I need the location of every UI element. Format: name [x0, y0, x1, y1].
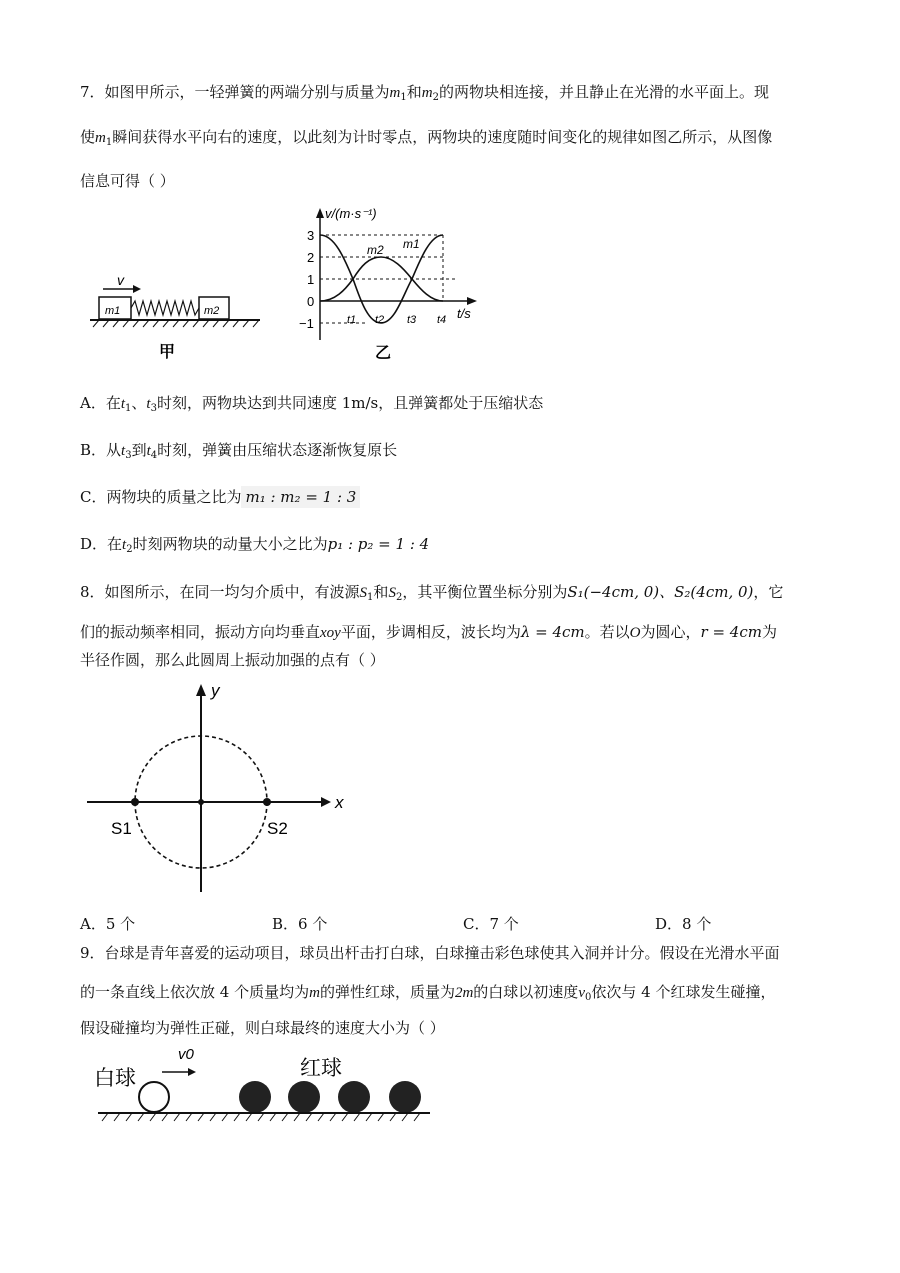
- xtick-t1: t1: [347, 314, 357, 326]
- q8-text: 为圆心，: [640, 623, 701, 641]
- q8-option-b: B．6 个: [272, 915, 328, 933]
- y-axis-label: v/(m·s⁻¹): [325, 206, 377, 221]
- x-axis-label: x: [335, 793, 344, 812]
- y-arrow-icon: [316, 208, 324, 218]
- block-m1-label: m1: [105, 305, 121, 317]
- q8-text: ，其平衡位置坐标分别为: [402, 583, 568, 601]
- q9-mass: m: [309, 985, 320, 1001]
- q9-text: 依次与 4 个红球发生碰撞，: [591, 983, 776, 1001]
- figure-jia-spring: [85, 265, 270, 365]
- option-d-formula: p₁ : p₂ = 1 : 4: [327, 535, 430, 553]
- q8-coords: S₁(−4cm, 0)、S₂(4cm, 0): [567, 583, 754, 601]
- q8-text: 。若以: [584, 623, 630, 641]
- q7-line-1: 7．如图甲所示，一轻弹簧的两端分别与质量为$m_1$和$m_2$的两物块相连接，并且静止在光滑的水平面上。现: [80, 83, 770, 103]
- q9-text: 的白球以初速度: [473, 983, 579, 1001]
- q7-text: 7．如图甲所示，一轻弹簧的两端分别与质量为: [80, 83, 390, 101]
- s2-label: S2: [267, 819, 288, 838]
- xtick-t3: t3: [407, 314, 417, 326]
- x-arrow-icon: [321, 797, 331, 807]
- xtick-t4: t4: [437, 314, 447, 326]
- q7-option-c: [80, 487, 360, 507]
- option-a-text: A．在: [80, 394, 121, 412]
- red-ball-1: [239, 1081, 271, 1113]
- q9-text: 的弹性红球，质量为: [319, 983, 455, 1001]
- block-m2-label: m2: [204, 305, 220, 317]
- source-s1-dot: [131, 798, 139, 806]
- figure-q8-circle: [85, 678, 355, 898]
- q8-option-a: A．5 个: [80, 915, 136, 933]
- option-d-text: D．在: [80, 535, 123, 553]
- ytick-1: 1: [307, 272, 315, 287]
- option-c-formula: m₁ : m₂ = 1 : 3: [241, 486, 360, 508]
- option-b-text: 到: [131, 441, 147, 459]
- option-b-text: B．从: [80, 441, 122, 459]
- q8-origin: O: [629, 625, 641, 641]
- figure-yi-velocity-graph: [295, 200, 485, 365]
- white-ball: [139, 1082, 169, 1112]
- s1-label: S1: [111, 819, 132, 838]
- q7-option-d: D．在$t_2$时刻两物块的动量大小之比为p₁ : p₂ = 1 : 4: [80, 535, 430, 555]
- ytick-3: 3: [307, 228, 315, 243]
- q9-mass: 2m: [454, 985, 474, 1001]
- q8-option-c: C．7 个: [463, 915, 519, 933]
- q7-text: 的两物块相连接，并且静止在光滑的水平面上。现: [439, 83, 770, 101]
- q8-line-3: 半径作圆，那么此圆周上振动加强的点有（ ）: [80, 651, 385, 669]
- q9-line-1: 9．台球是青年喜爱的运动项目，球员出杆击打白球，白球撞击彩色球使其入洞并计分。假设在光滑水平面: [80, 944, 780, 962]
- option-d-text: 时刻两物块的动量大小之比为: [132, 535, 328, 553]
- v0-label: v0: [178, 1046, 194, 1063]
- q7-text: 瞬间获得水平向右的速度，以此刻为计时零点，两物块的速度随时间变化的规律如图乙所示，从图像: [112, 128, 773, 146]
- q9-line-2: 的一条直线上依次放 4 个质量均为m的弹性红球，质量为2m的白球以初速度$v_0$依次与 4 个红球发生碰撞，: [80, 983, 776, 1003]
- q8-line-1: 8．如图所示，在同一均匀介质中，有波源$S_1$和$S_2$，其平衡位置坐标分别为S₁(−4cm, 0)、S₂(4cm, 0)，它: [80, 583, 784, 603]
- q8-text: 8．如图所示，在同一均匀介质中，有波源: [80, 583, 360, 601]
- red-ball-label: 红球: [300, 1057, 342, 1080]
- q7-text: 和: [406, 83, 422, 101]
- figure-q9-billiards: [92, 1045, 437, 1125]
- origin-dot: [198, 799, 204, 805]
- option-a-text: 、: [131, 394, 147, 412]
- q8-text: 平面，步调相反，波长均为: [340, 623, 521, 641]
- spring: [131, 301, 199, 315]
- red-ball-4: [389, 1081, 421, 1113]
- x-arrow-icon: [467, 297, 477, 305]
- ground-hatch: [93, 320, 259, 327]
- x-axis-label: t/s: [457, 306, 471, 321]
- series-label-m1: m1: [403, 237, 420, 251]
- caption-jia: 甲: [159, 344, 176, 361]
- q9-line-3: 假设碰撞均为弹性正碰，则白球最终的速度大小为（ ）: [80, 1019, 445, 1037]
- q8-line-2: [80, 622, 777, 643]
- q8-radius: r = 4cm: [700, 623, 762, 641]
- arrow-head-icon: [188, 1068, 196, 1076]
- red-ball-2: [288, 1081, 320, 1113]
- source-s2-dot: [263, 798, 271, 806]
- ytick-2: 2: [307, 250, 315, 265]
- xtick-t2: t2: [375, 314, 385, 326]
- ground-hatch: [102, 1113, 420, 1121]
- q9-text: 的一条直线上依次放 4 个质量均为: [80, 983, 310, 1001]
- y-axis-label: y: [211, 681, 220, 700]
- q8-text: ，它: [753, 583, 784, 601]
- option-a-text: 时刻，两物块达到共同速度 1m/s，且弹簧都处于压缩状态: [156, 394, 544, 412]
- caption-yi: 乙: [375, 345, 392, 362]
- q8-plane: xoy: [320, 625, 341, 641]
- q8-text: 为: [761, 623, 777, 641]
- white-ball-label: 白球: [94, 1067, 136, 1090]
- q8-text: 和: [373, 583, 389, 601]
- q7-text: 使: [80, 128, 96, 146]
- ytick-neg1: −1: [299, 316, 314, 331]
- option-c-text: C．两物块的质量之比为: [80, 488, 242, 506]
- q7-option-a: A．在$t_1$、$t_3$时刻，两物块达到共同速度 1m/s，且弹簧都处于压缩状态: [80, 394, 544, 414]
- q8-wavelength: λ = 4cm: [520, 623, 585, 641]
- velocity-label: v: [117, 272, 124, 288]
- arrow-head-icon: [133, 285, 141, 293]
- option-b-text: 时刻，弹簧由压缩状态逐渐恢复原长: [157, 441, 398, 459]
- q7-option-b: B．从$t_3$到$t_4$时刻，弹簧由压缩状态逐渐恢复原长: [80, 441, 398, 461]
- series-label-m2: m2: [367, 243, 384, 257]
- ytick-0: 0: [307, 294, 315, 309]
- q7-line-2: 使$m_1$瞬间获得水平向右的速度，以此刻为计时零点，两物块的速度随时间变化的规律如图乙所示，从图像: [80, 128, 773, 148]
- red-ball-3: [338, 1081, 370, 1113]
- q7-line-3: 信息可得（ ）: [80, 172, 175, 190]
- q8-text: 们的振动频率相同，振动方向均垂直: [80, 623, 321, 641]
- y-arrow-icon: [196, 684, 206, 696]
- q8-option-d: D．8 个: [655, 915, 712, 933]
